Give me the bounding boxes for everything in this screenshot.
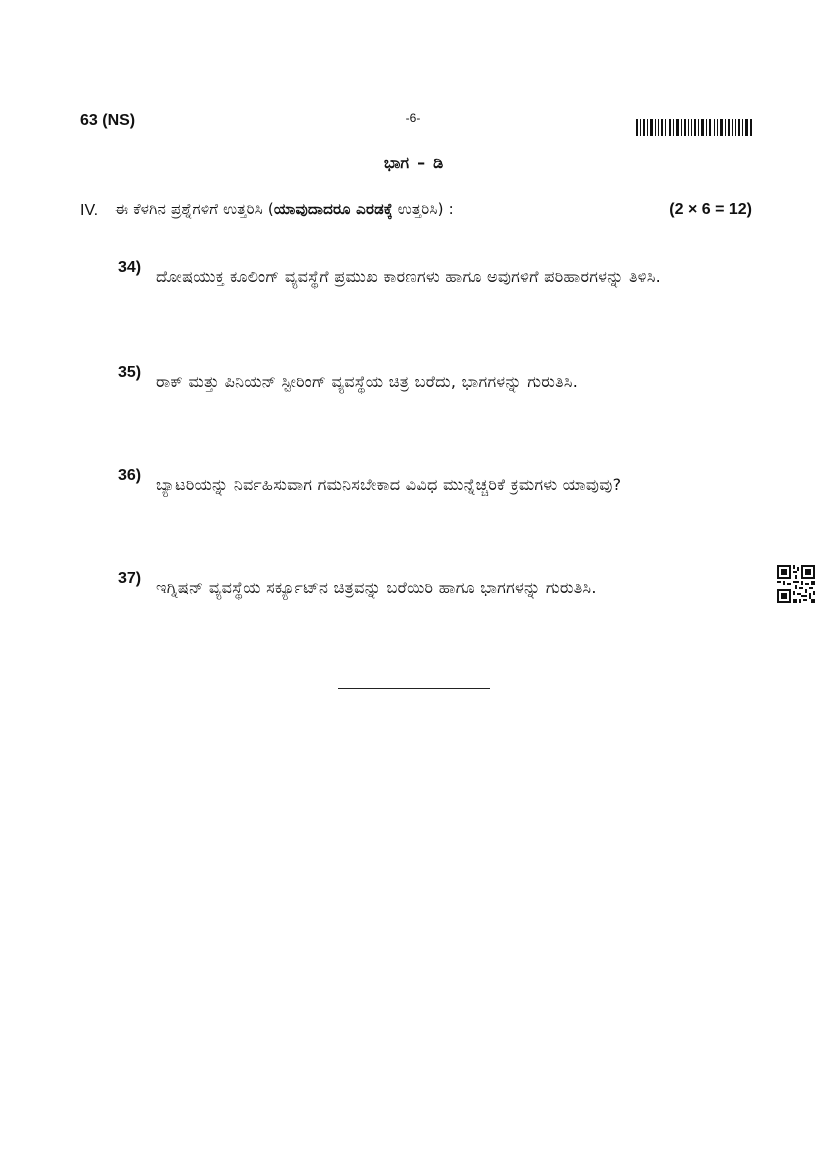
section-title-dash: – bbox=[417, 153, 426, 172]
instruction-text-before: ಈ ಕೆಳಗಿನ ಪ್ರಶ್ನೆಗಳಿಗೆ ಉತ್ತರಿಸಿ ( bbox=[115, 200, 274, 218]
barcode-icon bbox=[636, 119, 752, 136]
section-title-letter: ಡಿ bbox=[433, 153, 444, 172]
question-number: 35) bbox=[118, 364, 142, 381]
instruction-roman-numeral: IV. bbox=[80, 202, 99, 219]
question-number: 37) bbox=[118, 570, 142, 587]
question-text: ದೋಷಯುಕ್ತ ಕೂಲಿಂಗ್ ವ್ಯವಸ್ಥೆಗೆ ಪ್ರಮುಖ ಕಾರಣಗಳು ಹಾಗೂ ಅವುಗಳಿಗೆ ಪರಿಹಾರಗಳನ್ನು ತಿಳಿಸಿ. bbox=[156, 267, 662, 286]
instruction-text bbox=[115, 200, 454, 218]
instruction-text-after: ಉತ್ತರಿಸಿ) : bbox=[392, 200, 454, 218]
qr-code-icon bbox=[777, 565, 815, 603]
end-of-section-line bbox=[338, 688, 490, 689]
question-text: ರಾಕ್ ಮತ್ತು ಪಿನಿಯನ್ ಸ್ಟೀರಿಂಗ್ ವ್ಯವಸ್ಥೆಯ ಚಿತ್ರ ಬರೆದು, ಭಾಗಗಳನ್ನು ಗುರುತಿಸಿ. bbox=[156, 372, 579, 391]
instruction-text-bold: ಯಾವುದಾದರೂ ಎರಡಕ್ಕೆ bbox=[273, 200, 393, 218]
section-title-part: ಭಾಗ bbox=[383, 153, 410, 172]
instruction-marks: (2 × 6 = 12) bbox=[669, 201, 752, 218]
page-number: -6- bbox=[405, 111, 421, 125]
question-text: ಇಗ್ನಿಷನ್ ವ್ಯವಸ್ಥೆಯ ಸರ್ಕ್ಯೂಟ್‌ನ ಚಿತ್ರವನ್ನು ಬರೆಯಿರಿ ಹಾಗೂ ಭಾಗಗಳನ್ನು ಗುರುತಿಸಿ. bbox=[156, 578, 597, 597]
instruction-row bbox=[80, 200, 752, 226]
question-text: ಬ್ಯಾಟರಿಯನ್ನು ನಿರ್ವಹಿಸುವಾಗ ಗಮನಿಸಬೇಕಾದ ವಿವಿಧ ಮುನ್ನೆಚ್ಚರಿಕೆ ಕ್ರಮಗಳು ಯಾವುವು? bbox=[156, 475, 622, 494]
section-title bbox=[0, 153, 827, 173]
paper-code: 63 (NS) bbox=[80, 112, 136, 129]
question-number: 36) bbox=[118, 467, 142, 484]
question-number: 34) bbox=[118, 259, 142, 276]
